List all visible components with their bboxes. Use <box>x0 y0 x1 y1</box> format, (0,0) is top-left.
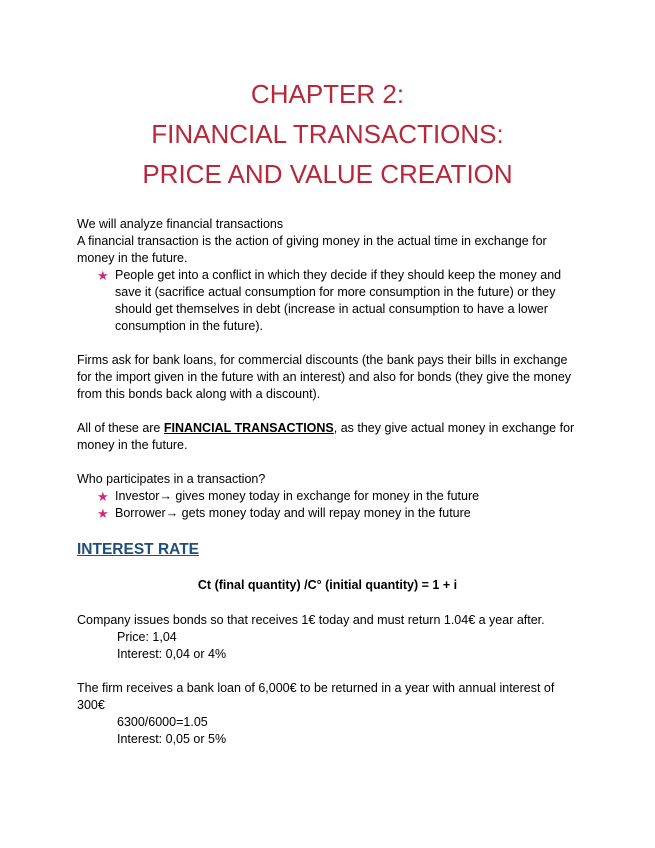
intro-paragraph-1: We will analyze financial transactions <box>77 217 284 231</box>
borrower-text: Borrower→ gets money today and will repay money in the future <box>115 506 471 520</box>
participants-question: Who participates in a transaction? <box>77 472 266 486</box>
list-item <box>97 505 577 522</box>
example-2-calc: 6300/6000=1.05 <box>117 715 208 729</box>
example-1-text: Company issues bonds so that receives 1€ today and must return 1.04€ a year after. <box>77 613 545 627</box>
participants-list <box>77 488 577 522</box>
financial-transactions-emphasis: FINANCIAL TRANSACTIONS <box>163 421 334 435</box>
investor-text: Investor→ gives money today in exchange for money in the future <box>115 489 480 503</box>
star-icon: ★ <box>97 506 109 521</box>
firms-paragraph: Firms ask for bank loans, for commercial discounts (the bank pays their bills in exchange for the import given in the future with an interest) and also for bonds (they give the money from this bonds back along with a discount). <box>77 353 572 401</box>
example-2-text: The firm receives a bank loan of 6,000€ to be returned in a year with annual interest of 300€ <box>77 681 555 712</box>
title-line-3: PRICE AND VALUE CREATION <box>142 159 513 189</box>
financial-transactions-paragraph <box>77 420 577 454</box>
intro-bullet-list <box>77 267 577 335</box>
interest-examples <box>77 612 577 748</box>
intro-paragraph-2: A financial transaction is the action of giving money in the actual time in exchange for money in the future. <box>77 234 547 265</box>
star-icon: ★ <box>97 489 109 504</box>
chapter-title <box>0 74 655 194</box>
text-before: All of these are <box>77 421 164 435</box>
interest-rate-heading: INTEREST RATE <box>77 541 199 558</box>
example-2-interest: Interest: 0,05 or 5% <box>117 732 227 746</box>
title-line-1: CHAPTER 2: <box>250 79 405 109</box>
list-item <box>97 267 577 335</box>
text-after: , as they give actual money in exchange for money in the future. <box>77 421 575 452</box>
intro-section <box>77 216 577 522</box>
interest-formula: Ct (final quantity) /C° (initial quantity) = 1 + i <box>197 578 458 592</box>
example-1-price: Price: 1,04 <box>117 630 177 644</box>
list-item <box>97 488 577 505</box>
example-1-interest: Interest: 0,04 or 4% <box>117 647 227 661</box>
star-icon: ★ <box>97 268 109 283</box>
title-line-2: FINANCIAL TRANSACTIONS: <box>151 119 504 149</box>
bullet-text: People get into a conflict in which they decide if they should keep the money and save it (sacrifice actual consumption for more consumption in the future) or they should get themselves in debt (increase in actual consumption to have a lower consumption in the future). <box>115 268 562 333</box>
